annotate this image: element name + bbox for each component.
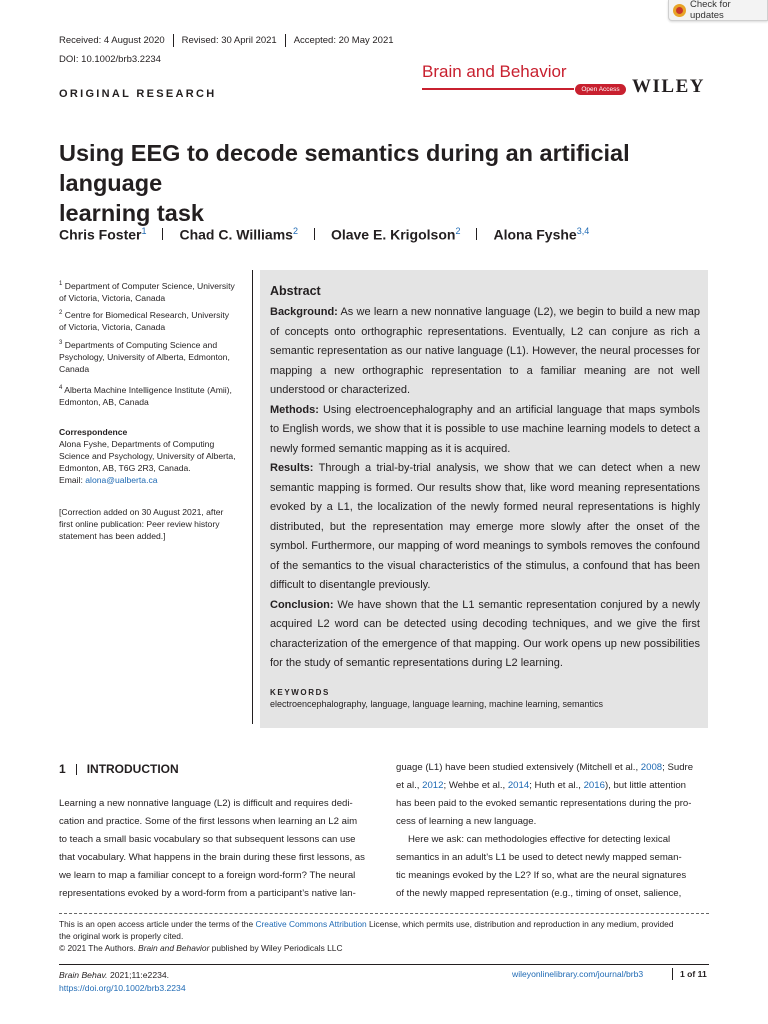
revised-date: Revised: 30 April 2021 (181, 35, 277, 46)
check-for-updates-label: Check for updates (689, 0, 731, 21)
page-number: 1 of 11 (680, 969, 707, 979)
abstract-results: Results: Through a trial-by-trial analysis, we show that we can detect when a new semantic mapping is formed. Our results show that, like word meaning representations evoked by a L1, the localization of the newly formed neural representations is highly distributed, but the representation may emerge more slowly after the onset of the symbol. Furthermore, our mapping of word meanings to symbols removes the confound of the semantics to the visual characteristics of the stimulus, a confound that has been difficult to disentangle previously. (270, 462, 701, 591)
citation-link[interactable]: 2014 (507, 780, 530, 791)
abstract-background: Background: As we learn a new nonnative language (L2), we begin to build a new map of concepts onto orthographic representations. Eventually, L2 can conjure as rich a semantic representation as our native language (L1). However, the neural processes for mapping a new orthographic representation to a familiar meaning are not well understood or characterized. (270, 306, 700, 396)
abstract-methods: Methods: Using electroencephalography and an artificial language that maps symbols to English words, we show that it is possible to use machine learning models to detect a newly formed semantic mapping as it is acquired. (270, 403, 700, 455)
affiliation: $^1$ Department of Computer Science, University of Victoria, Victoria, Canada (59, 280, 235, 303)
author[interactable]: Chris Foster$^1$ (59, 226, 147, 243)
divider (672, 968, 673, 980)
author[interactable]: Olave E. Krigolson$^2$ (330, 226, 461, 243)
article-type: ORIGINAL RESEARCH (59, 88, 217, 100)
abstract-heading: Abstract (270, 284, 321, 298)
citation-link[interactable]: 2016 (583, 780, 605, 791)
intro-text-right: guage (L1) have been studied extensively (Mitchell et al., 2008; Sudre et al., 2012; Wehbe et al., 2014; Huth et al., 2016), but little attention has been paid to the evoked semantic representations during the pro- cess of learning a new language. Here we ask: can methodologies effective for detecting lexical semantics in an adult’s L1 be used to detect newly mapped seman- tic meanings evoked by the L2? If so, what are the neural signatures of the newly mapped representation (e.g., timing of onset, salience, (396, 762, 694, 899)
divider (285, 34, 286, 47)
abstract-conclusion: Conclusion: We have shown that the L1 semantic representation conjured by a newly acquired L2 word can be detected using decoding techniques, and we give the first characterization of the emergence of that mapping. Our work opens up new possibilities for the study of semantic representations during L2 learning. (270, 598, 700, 669)
cc-license-link[interactable]: Creative Commons Attribution (255, 919, 367, 929)
article-dates (59, 34, 394, 47)
publisher-logo[interactable]: WILEY (632, 76, 705, 97)
crossmark-icon (673, 4, 686, 17)
doi-link[interactable]: https://doi.org/10.1002/brb3.2234 (59, 983, 186, 993)
column-divider (252, 270, 253, 724)
correspondence: Correspondence Alona Fyshe, Departments of Computing Science and Psychology, University of Alberta, Edmonton, AB, T6G 2R3, Canada. Email: alona@ualberta.ca (59, 426, 245, 486)
received-date: Received: 4 August 2020 (59, 35, 165, 46)
footer-rule (59, 964, 709, 965)
journal-url-link[interactable]: wileyonlinelibrary.com/journal/brb3 (512, 969, 644, 979)
check-for-updates-button[interactable] (668, 0, 768, 21)
affiliation: $^3$ Departments of Computing Science and Psychology, University of Alberta, Edmonton, Canada (59, 339, 230, 374)
divider (162, 228, 163, 240)
affiliation: $^4$ Alberta Machine Intelligence Institute (Amii), Edmonton, AB, Canada (59, 384, 232, 407)
open-access-badge: Open Access (575, 84, 626, 95)
footer-dashed-rule (59, 913, 709, 914)
author[interactable]: Chad C. Williams$^2$ (179, 226, 298, 243)
citation-link[interactable]: 2012 (422, 780, 444, 791)
journal-rule (422, 88, 574, 90)
intro-text-left: Learning a new nonnative language (L2) is difficult and requires dedi- cation and practice. Some of the first lessons when learning an L2 aim to teach a small basic vocabulary so that subsequent lessons can use that vocabulary. What happens in the brain during these first lessons, as we learn to map a familiar concept to a foreign word-form? The neural representations evoked by a word-form from a participant’s native lan- (59, 798, 365, 899)
correspondence-heading: Correspondence (59, 427, 128, 437)
license-text: This is an open access article under the terms of the Creative Commons Attribution License, which permits use, distribution and reproduction in any medium, provided the original work is properly cited. © 2021 The Authors. Brain and Behavior published by Wiley Periodicals LLC (59, 919, 674, 953)
journal-title[interactable]: Brain and Behavior (422, 62, 567, 81)
email-link[interactable]: alona@ualberta.ca (85, 475, 158, 485)
citation: Brain Behav. 2021;11:e2234. https://doi.org/10.1002/brb3.2234 (59, 970, 186, 993)
author-list (59, 226, 589, 243)
section-heading: 1 INTRODUCTION (59, 762, 179, 776)
keywords: electroencephalography, language, language learning, machine learning, semantics (270, 698, 604, 709)
correction-note: [Correction added on 30 August 2021, after first online publication: Peer review history statement has been added.] (59, 507, 224, 541)
author[interactable]: Alona Fyshe$^{3,4}$ (493, 226, 590, 243)
citation-link[interactable]: 2008 (640, 762, 663, 773)
keywords-heading: KEYWORDS (270, 687, 330, 697)
affiliation: $^2$ Centre for Biomedical Research, University of Victoria, Victoria, Canada (59, 309, 230, 332)
abstract-box (260, 270, 708, 728)
article-title: Using EEG to decode semantics during an artificial language learning task (59, 140, 630, 226)
doi-label: DOI: 10.1002/brb3.2234 (59, 54, 161, 65)
accepted-date: Accepted: 20 May 2021 (293, 35, 394, 46)
divider (173, 34, 174, 47)
divider (314, 228, 315, 240)
divider (476, 228, 477, 240)
